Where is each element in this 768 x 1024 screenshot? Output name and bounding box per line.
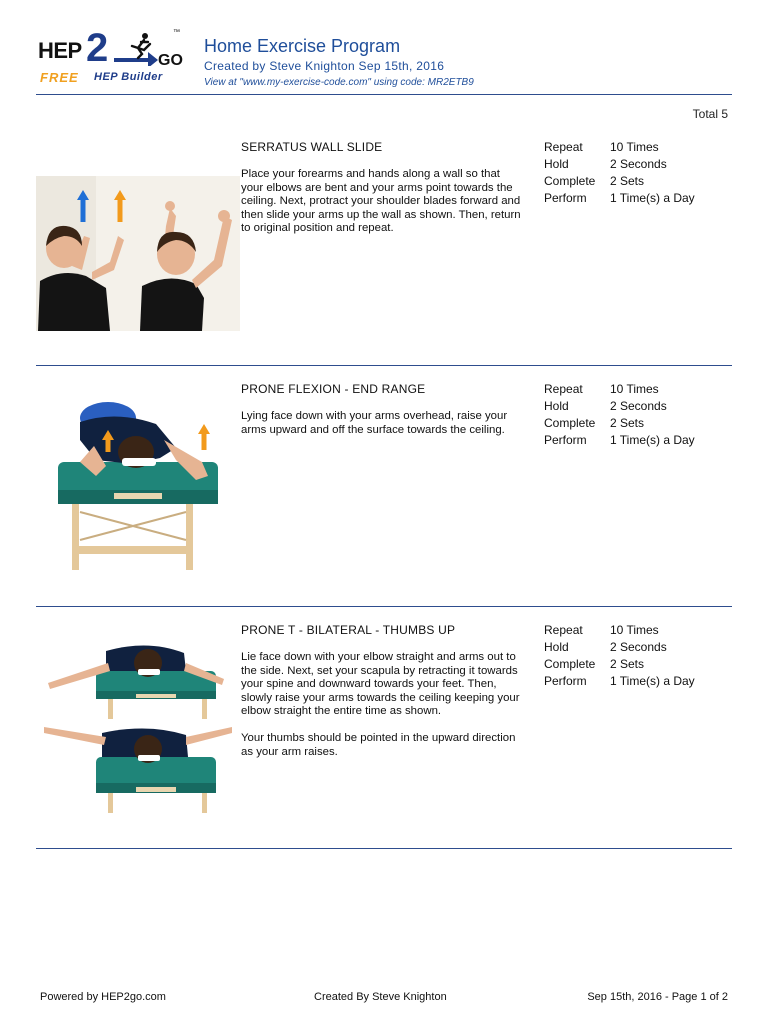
perform-value: 1 Time(s) a Day: [610, 191, 695, 205]
logo-builder-text: HEP Builder: [94, 71, 163, 83]
exercise-parameters: [544, 382, 695, 450]
complete-value: 2 Sets: [610, 416, 645, 430]
view-code-line: View at "www.my-exercise-code.com" using code: MR2ETB9: [204, 77, 474, 88]
exercise-description: [241, 410, 525, 450]
repeat-label: Repeat: [544, 140, 583, 154]
prone-flexion-illustration: [36, 400, 240, 572]
hold-label: Hold: [544, 399, 569, 413]
prone-t-illustration: [36, 637, 240, 815]
wall-slide-illustration: [36, 176, 240, 331]
logo-trademark: ™: [173, 29, 180, 36]
footer-date-page: Sep 15th, 2016 - Page 1 of 2: [587, 991, 728, 1003]
hold-value: 2 Seconds: [610, 399, 667, 413]
exercise-title: SERRATUS WALL SLIDE: [241, 140, 383, 154]
complete-label: Complete: [544, 174, 596, 188]
description-paragraph: Lie face down with your elbow straight and arms out to the side. Next, set your scapula by retracting it towards your spine and downward towards your feet. Then, slowly raise your arms towards the ceiling keeping your elbow straight the entire time as shown.: [241, 651, 520, 718]
complete-label: Complete: [544, 657, 596, 671]
repeat-label: Repeat: [544, 623, 583, 637]
hold-value: 2 Seconds: [610, 640, 667, 654]
footer-created-by: Created By Steve Knighton: [314, 991, 447, 1003]
page-title: Home Exercise Program: [204, 36, 401, 56]
perform-label: Perform: [544, 433, 587, 447]
footer-powered-by: Powered by HEP2go.com: [40, 991, 166, 1003]
hold-value: 2 Seconds: [610, 157, 667, 171]
complete-label: Complete: [544, 416, 596, 430]
description-paragraph: Your thumbs should be pointed in the upward direction as your arm raises.: [241, 731, 516, 758]
logo-two-text: 2: [86, 26, 109, 70]
complete-value: 2 Sets: [610, 174, 645, 188]
exercise-divider: [36, 365, 732, 366]
logo-go-text: GO: [158, 52, 183, 69]
exercise-parameters: [544, 140, 695, 208]
logo-free-text: FREE: [40, 70, 79, 85]
repeat-label: Repeat: [544, 382, 583, 396]
hold-label: Hold: [544, 640, 569, 654]
exercise-title: PRONE FLEXION - END RANGE: [241, 382, 426, 396]
perform-value: 1 Time(s) a Day: [610, 674, 695, 688]
perform-label: Perform: [544, 674, 587, 688]
hep2go-logo: [36, 28, 192, 90]
perform-label: Perform: [544, 191, 587, 205]
created-by-line: Created by Steve Knighton Sep 15th, 2016: [204, 59, 445, 73]
logo-hep-text: HEP: [38, 38, 82, 63]
exercise-parameters: [544, 623, 695, 691]
complete-value: 2 Sets: [610, 657, 645, 671]
repeat-value: 10 Times: [610, 623, 659, 637]
exercise-divider: [36, 848, 732, 849]
exercise-total: Total 5: [692, 107, 728, 121]
description-paragraph: Place your forearms and hands along a wall so that your elbows are bent and your arms point towards the ceiling. Next, protract your shoulder blades forward and then slide your arms up the wall as shown. Then, return to original position and repeat.: [241, 168, 521, 235]
hold-label: Hold: [544, 157, 569, 171]
exercise-title: PRONE T - BILATERAL - THUMBS UP: [241, 623, 456, 637]
exercise-divider: [36, 606, 732, 607]
repeat-value: 10 Times: [610, 382, 659, 396]
exercise-description: [241, 651, 525, 772]
exercise-description: [241, 168, 525, 249]
perform-value: 1 Time(s) a Day: [610, 433, 695, 447]
runner-icon: [114, 32, 158, 66]
header-divider: [36, 94, 732, 95]
description-paragraph: Lying face down with your arms overhead, raise your arms upward and off the surface towards the ceiling.: [241, 410, 508, 436]
repeat-value: 10 Times: [610, 140, 659, 154]
